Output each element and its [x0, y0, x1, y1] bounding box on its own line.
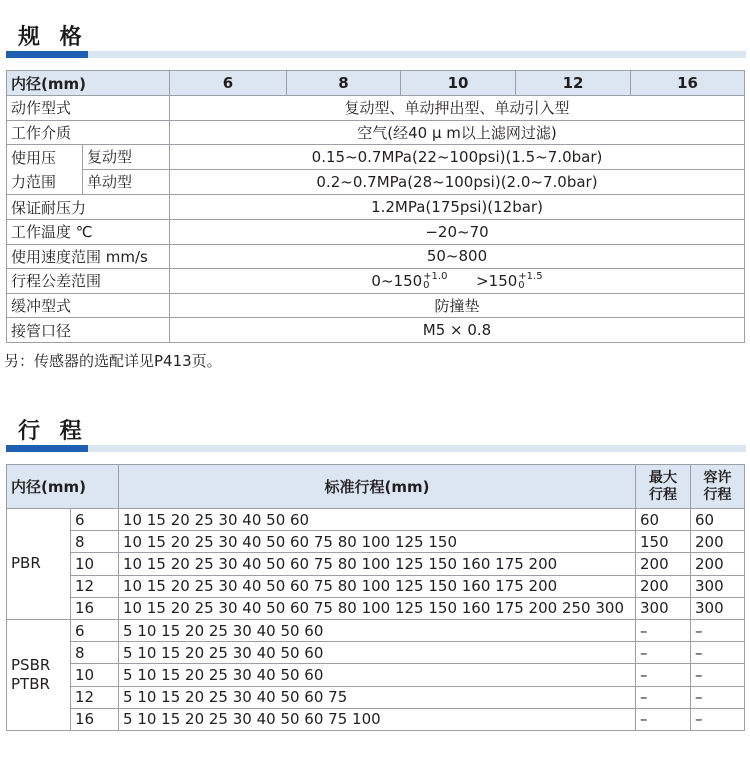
- spec-row-value: 防撞垫: [170, 293, 745, 318]
- stroke-bore-header: 内径(mm): [7, 465, 119, 509]
- spec-row-medium: [7, 120, 745, 145]
- max-stroke-cell: –: [636, 708, 691, 730]
- table-row: [7, 597, 745, 619]
- spec-pressure-double-value: 0.15~0.7MPa(22~100psi)(1.5~7.0bar): [170, 145, 745, 170]
- max-stroke-cell: 60: [636, 509, 691, 531]
- tolerance-range-1: 0~150: [371, 271, 423, 290]
- stroke-allow-header: [691, 465, 745, 509]
- bore-cell: 8: [71, 531, 119, 553]
- table-row: [7, 642, 745, 664]
- spec-title-rule: [88, 51, 746, 58]
- bore-cell: 12: [71, 575, 119, 597]
- spec-row-label: 缓冲型式: [7, 293, 170, 318]
- spec-pressure-single-label: 单动型: [87, 172, 133, 191]
- spec-row-value: 复动型、单动押出型、单动引入型: [170, 96, 745, 121]
- max-stroke-cell: –: [636, 686, 691, 708]
- allow-stroke-cell: –: [691, 664, 745, 686]
- spec-section-title: 规 格: [18, 25, 88, 50]
- strokes-cell: 5 10 15 20 25 30 40 50 60: [119, 642, 636, 664]
- spec-tolerance-value: [170, 269, 745, 294]
- stroke-section-header: [0, 408, 750, 464]
- sensor-note: 另：传感器的选配详见P413页。: [4, 352, 222, 370]
- stroke-allow-header-line2: 行程: [703, 486, 732, 503]
- table-row: [7, 575, 745, 597]
- spec-row-temperature: [7, 219, 745, 244]
- spec-row-value: 50~800: [170, 244, 745, 269]
- stroke-section-title: 行 程: [18, 419, 88, 444]
- allow-stroke-cell: –: [691, 619, 745, 641]
- strokes-cell: 5 10 15 20 25 30 40 50 60: [119, 664, 636, 686]
- spec-row-label: 接管口径: [7, 318, 170, 343]
- max-stroke-cell: 200: [636, 575, 691, 597]
- spec-row-label: 动作型式: [7, 96, 170, 121]
- strokes-cell: 10 15 20 25 30 40 50 60: [119, 509, 636, 531]
- table-row: [7, 708, 745, 730]
- table-row: [7, 509, 745, 531]
- spec-row-label: 使用速度范围 mm/s: [7, 244, 170, 269]
- tolerance-lower-2: 0: [518, 280, 525, 292]
- strokes-cell: 10 15 20 25 30 40 50 60 75 80 100 125 150 160 175 200 250 300: [119, 597, 636, 619]
- allow-stroke-cell: 60: [691, 509, 745, 531]
- stroke-title-accent-bar: [6, 445, 88, 452]
- strokes-cell: 5 10 15 20 25 30 40 50 60 75: [119, 686, 636, 708]
- spec-row-pressure-double: [7, 145, 745, 170]
- strokes-cell: 5 10 15 20 25 30 40 50 60 75 100: [119, 708, 636, 730]
- tolerance-upper-1: +1.0: [423, 271, 448, 283]
- table-row: [7, 686, 745, 708]
- spec-bore-12: 12: [516, 71, 631, 96]
- allow-stroke-cell: –: [691, 708, 745, 730]
- spec-bore-10: 10: [401, 71, 516, 96]
- spec-row-proof-pressure: [7, 195, 745, 220]
- allow-stroke-cell: 200: [691, 553, 745, 575]
- spec-row-port-size: [7, 318, 745, 343]
- spec-row-stroke-tolerance: [7, 269, 745, 294]
- max-stroke-cell: 150: [636, 531, 691, 553]
- stroke-max-header: [636, 465, 691, 509]
- stroke-max-header-line1: 最大: [649, 469, 678, 486]
- spec-bore-header: 内径(mm): [7, 71, 170, 96]
- spec-bore-6: 6: [170, 71, 287, 96]
- spec-bore-8: 8: [287, 71, 401, 96]
- spec-row-label: 工作介质: [7, 120, 170, 145]
- bore-cell: 16: [71, 597, 119, 619]
- strokes-cell: 10 15 20 25 30 40 50 60 75 80 100 125 150 160 175 200: [119, 553, 636, 575]
- max-stroke-cell: 200: [636, 553, 691, 575]
- spec-row-speed: [7, 244, 745, 269]
- stroke-title-rule: [88, 445, 746, 452]
- allow-stroke-cell: –: [691, 686, 745, 708]
- spec-title-accent-bar: [6, 51, 88, 58]
- allow-stroke-cell: 200: [691, 531, 745, 553]
- spec-row-action-type: [7, 96, 745, 121]
- bore-cell: 12: [71, 686, 119, 708]
- spec-pressure-single-value: 0.2~0.7MPa(28~100psi)(2.0~7.0bar): [170, 170, 745, 195]
- table-row: [7, 619, 745, 641]
- series-group-psbr-ptbr: [7, 619, 71, 730]
- spec-pressure-group-line1: 使用压: [11, 148, 57, 167]
- strokes-cell: 5 10 15 20 25 30 40 50 60: [119, 619, 636, 641]
- tolerance-upper-2: +1.5: [518, 271, 543, 283]
- spec-table: [6, 70, 745, 343]
- spec-pressure-double-label: 复动型: [83, 145, 169, 170]
- stroke-max-header-line2: 行程: [649, 486, 678, 503]
- bore-cell: 6: [71, 619, 119, 641]
- spec-section-header: [0, 14, 750, 70]
- max-stroke-cell: –: [636, 619, 691, 641]
- spec-row-cushion: [7, 293, 745, 318]
- bore-cell: 10: [71, 664, 119, 686]
- max-stroke-cell: –: [636, 642, 691, 664]
- stroke-allow-header-line1: 容许: [703, 469, 732, 486]
- spec-row-value: −20~70: [170, 219, 745, 244]
- spec-pressure-group-line2: 力范围: [11, 172, 57, 191]
- tolerance-lower-1: 0: [423, 280, 430, 292]
- allow-stroke-cell: 300: [691, 597, 745, 619]
- spec-row-value: M5 × 0.8: [170, 318, 745, 343]
- spec-bore-16: 16: [631, 71, 745, 96]
- spec-row-label: 保证耐压力: [7, 195, 170, 220]
- allow-stroke-cell: –: [691, 642, 745, 664]
- table-row: [7, 531, 745, 553]
- allow-stroke-cell: 300: [691, 575, 745, 597]
- max-stroke-cell: –: [636, 664, 691, 686]
- stroke-table: [6, 464, 745, 731]
- strokes-cell: 10 15 20 25 30 40 50 60 75 80 100 125 150: [119, 531, 636, 553]
- spec-pressure-group: [7, 145, 170, 195]
- bore-cell: 16: [71, 708, 119, 730]
- series-group-pbr: PBR: [7, 509, 71, 620]
- series-group-line2: PTBR: [11, 674, 50, 693]
- spec-header-row: [7, 71, 745, 96]
- series-group-line1: PSBR: [11, 655, 51, 674]
- stroke-header-row: [7, 465, 745, 509]
- spec-row-value: 空气(经40 μ m以上滤网过滤): [170, 120, 745, 145]
- stroke-standard-header: 标准行程(mm): [119, 465, 636, 509]
- tolerance-range-2: >150: [476, 271, 518, 290]
- strokes-cell: 10 15 20 25 30 40 50 60 75 80 100 125 150 160 175 200: [119, 575, 636, 597]
- bore-cell: 8: [71, 642, 119, 664]
- bore-cell: 10: [71, 553, 119, 575]
- table-row: [7, 664, 745, 686]
- spec-row-label: 工作温度 ℃: [7, 219, 170, 244]
- table-row: [7, 553, 745, 575]
- max-stroke-cell: 300: [636, 597, 691, 619]
- spec-row-label: 行程公差范围: [7, 269, 170, 294]
- bore-cell: 6: [71, 509, 119, 531]
- spec-row-value: 1.2MPa(175psi)(12bar): [170, 195, 745, 220]
